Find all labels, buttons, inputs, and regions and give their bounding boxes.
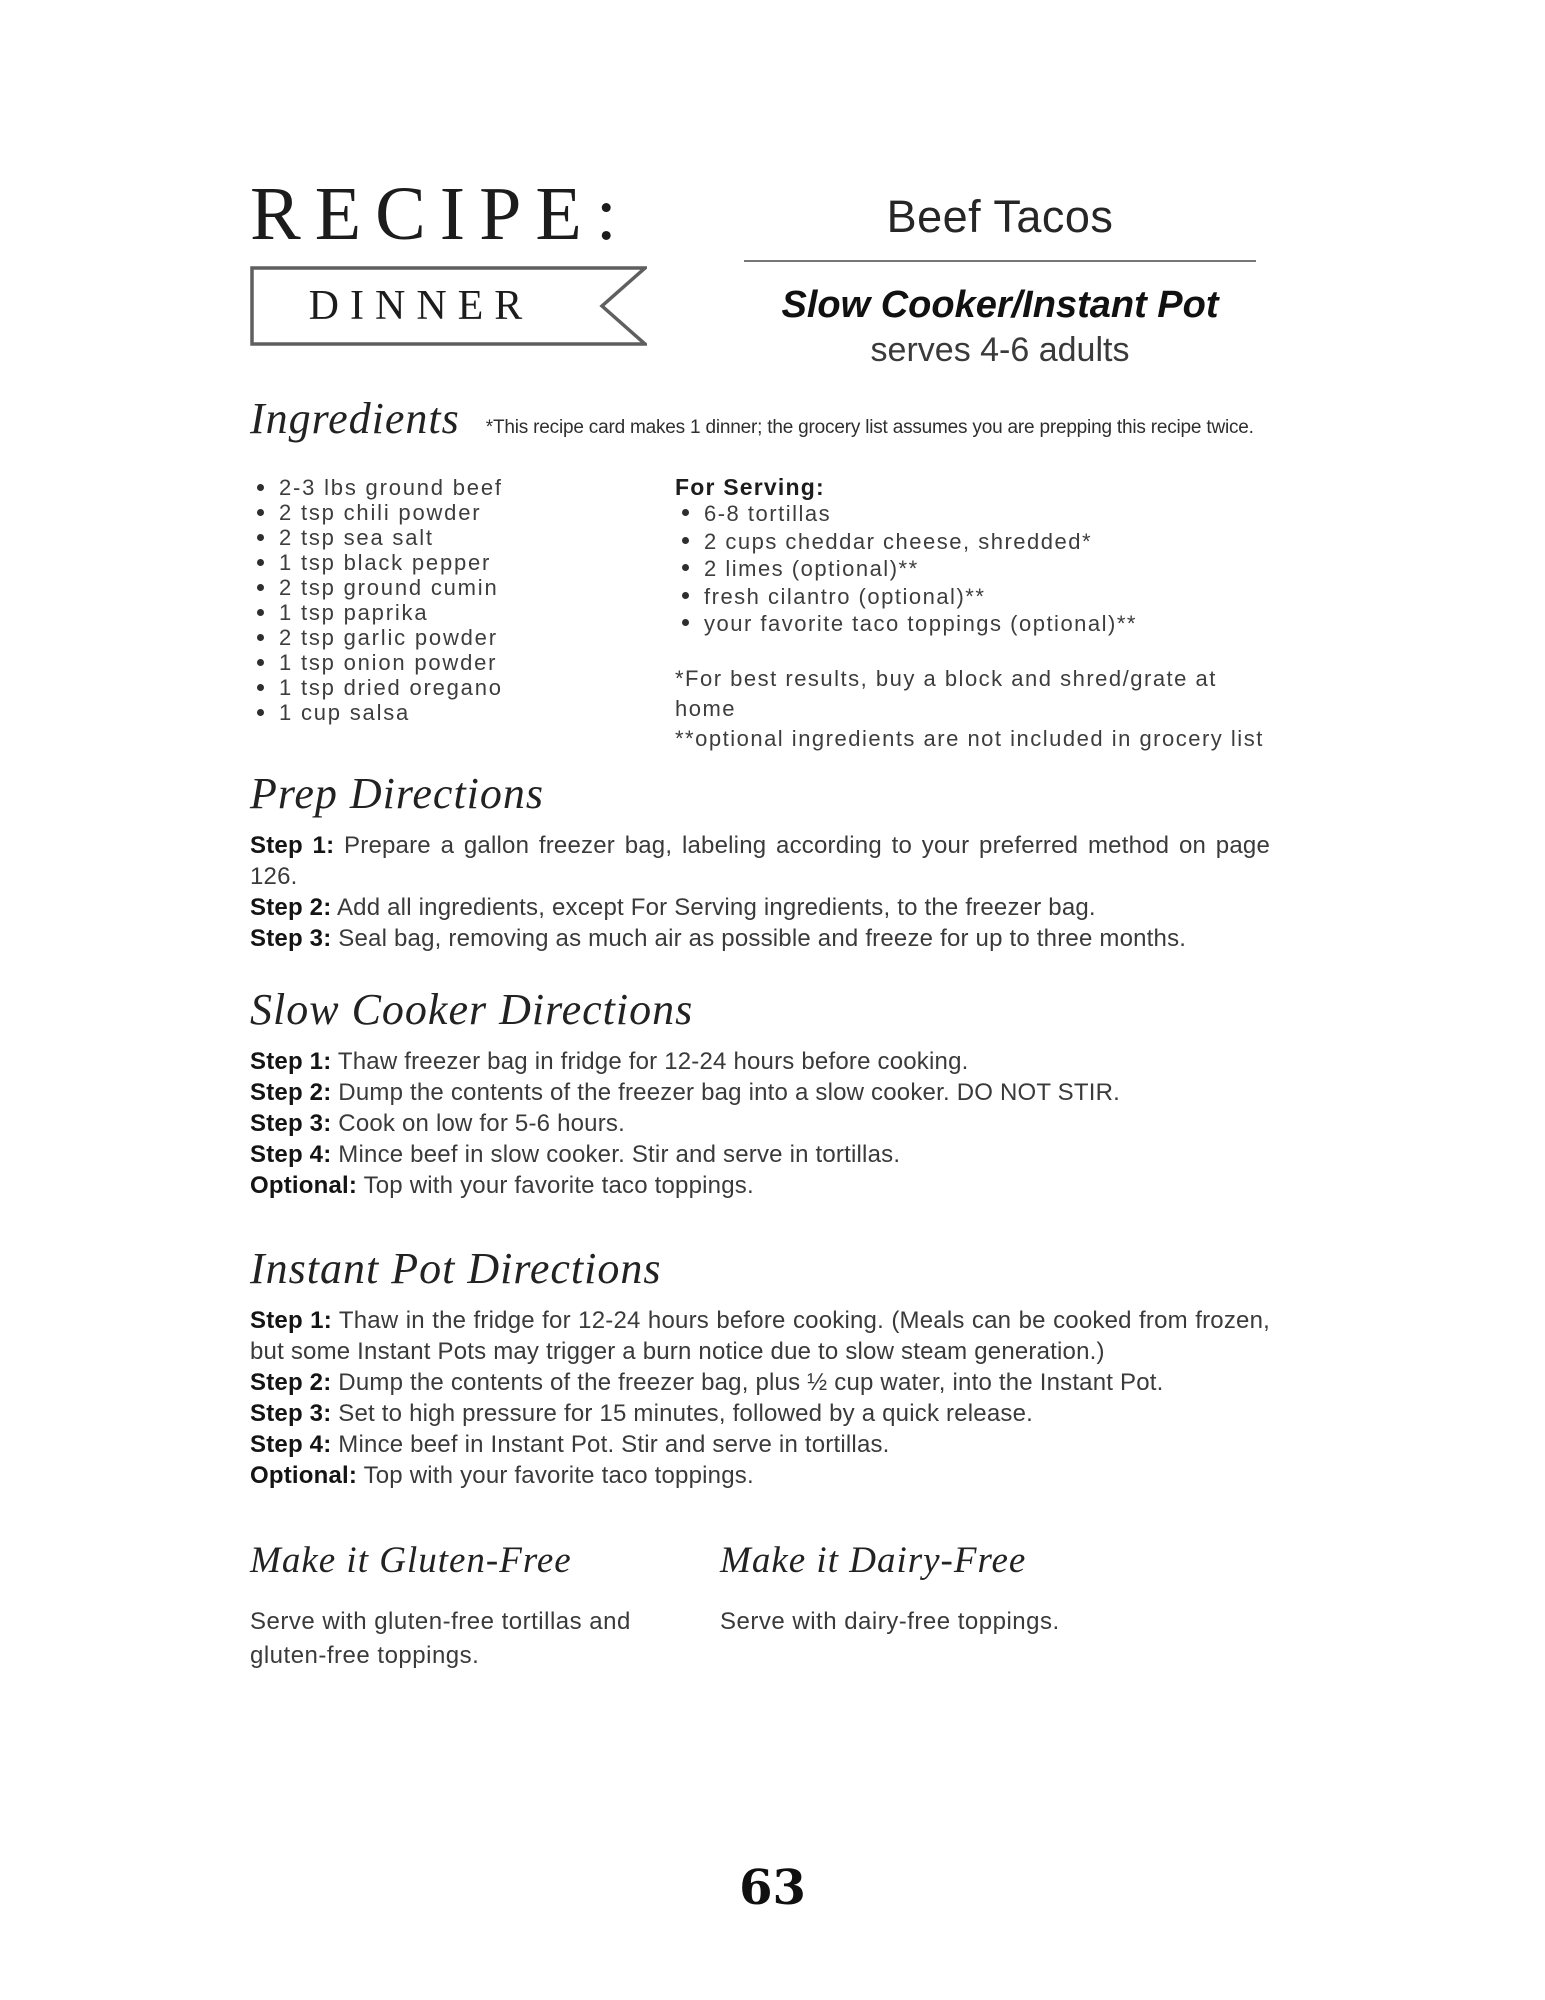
list-item [250,475,675,500]
list-item [250,500,675,525]
slow-cooker-section [250,986,1270,1201]
bullet-icon [257,484,264,491]
bullet-icon [682,537,689,544]
ingredients-note: *This recipe card makes 1 dinner; the grocery list assumes you are prepping this recipe twice. [485,417,1254,438]
list-item [675,555,1270,583]
title-divider [744,260,1256,262]
step [250,1460,1270,1491]
gluten-free-heading: Make it Gluten-Free [250,1539,572,1581]
list-item [250,625,675,650]
bullet-icon [257,634,264,641]
dinner-banner [250,266,647,346]
brand-block [250,172,647,371]
ingredient-text: 1 tsp paprika [279,600,429,625]
serving-size: serves 4-6 adults [870,331,1130,369]
step [250,1429,1270,1460]
bullet-icon [257,609,264,616]
list-item [250,525,675,550]
list-item [250,650,675,675]
step [250,1046,1270,1077]
serving-item-text: 2 cups cheddar cheese, shredded* [704,528,1093,554]
step [250,923,1270,954]
prep-directions-heading: Prep Directions [250,768,545,818]
bullet-icon [682,619,689,626]
step-label: Step 4: [250,1430,332,1458]
footnote: **optional ingredients are not included in grocery list [675,725,1264,751]
step [250,892,1270,923]
step [250,1139,1270,1170]
ingredient-text: 2 tsp garlic powder [279,625,498,650]
list-item [250,700,675,725]
dairy-free-section [720,1539,1190,1673]
ingredients-header [250,395,1270,443]
bullet-icon [257,559,264,566]
bullet-icon [257,534,264,541]
list-item [675,500,1270,528]
for-serving-list [675,500,1270,638]
list-item [250,550,675,575]
bullet-icon [257,684,264,691]
category-label: DINNER [308,283,534,329]
prep-directions-section [250,770,1270,954]
dairy-free-text: Serve with dairy-free toppings. [720,1607,1060,1635]
step [250,1077,1270,1108]
step-label: Step 1: [250,1306,332,1334]
cooking-method: Slow Cooker/Instant Pot [781,284,1219,326]
ingredient-text: 1 tsp dried oregano [279,675,503,700]
step [250,1108,1270,1139]
bullet-icon [257,709,264,716]
ingredients-columns [250,475,1270,754]
step-text: Top with your favorite taco toppings. [363,1461,754,1489]
list-item [675,583,1270,611]
step-text: Set to high pressure for 15 minutes, followed by a quick release. [338,1399,1033,1427]
bullet-icon [257,584,264,591]
step [250,1367,1270,1398]
gluten-free-section [250,1539,720,1673]
serving-item-text: 6-8 tortillas [704,501,832,526]
step [250,1170,1270,1201]
ingredient-text: 1 tsp black pepper [279,550,492,575]
step-label: Optional: [250,1461,358,1489]
dish-title: Beef Tacos [886,191,1114,242]
step-text: Thaw freezer bag in fridge for 12-24 hours before cooking. [337,1047,969,1075]
step-label: Step 2: [250,893,332,921]
serving-item-text: your favorite taco toppings (optional)** [704,611,1137,636]
recipe-label: RECIPE: [250,172,631,256]
ingredient-text: 1 cup salsa [279,700,411,725]
ingredient-text: 1 tsp onion powder [279,650,498,675]
for-serving-column [675,475,1270,754]
prep-steps [250,828,1270,954]
page-number: 63 [739,1860,806,1916]
step-label: Step 1: [250,831,335,859]
ingredient-text: 2-3 lbs ground beef [279,475,503,500]
step-text: Mince beef in slow cooker. Stir and serve in tortillas. [338,1140,901,1168]
footnotes [675,664,1270,754]
step-text: Prepare a gallon freezer bag, labeling according to your preferred method on page 126. [250,831,1270,890]
bullet-icon [257,509,264,516]
instant-pot-steps [250,1303,1270,1491]
bullet-icon [682,509,689,516]
step-label: Step 3: [250,924,332,952]
list-item [675,610,1270,638]
step [250,1305,1270,1367]
dietary-variants [250,1539,1270,1673]
ingredient-text: 2 tsp chili powder [279,500,482,525]
step-label: Step 2: [250,1078,332,1106]
step-text: Dump the contents of the freezer bag into a slow cooker. DO NOT STIR. [338,1078,1121,1106]
step [250,1398,1270,1429]
list-item [250,575,675,600]
slow-cooker-steps [250,1044,1270,1201]
step-text: Cook on low for 5-6 hours. [338,1109,625,1137]
step-text: Seal bag, removing as much air as possible and freeze for up to three months. [338,924,1187,952]
step-label: Step 4: [250,1140,332,1168]
ingredients-heading: Ingredients [250,394,460,443]
ingredient-text: 2 tsp ground cumin [279,575,499,600]
ingredients-list [250,475,675,754]
for-serving-heading: For Serving: [675,474,825,500]
bullet-icon [682,592,689,599]
bullet-icon [682,564,689,571]
slow-cooker-heading: Slow Cooker Directions [250,984,694,1034]
step-text: Add all ingredients, except For Serving ingredients, to the freezer bag. [336,893,1096,921]
step-label: Step 2: [250,1368,332,1396]
footnote: *For best results, buy a block and shred/grate at home [675,665,1217,721]
serving-item-text: 2 limes (optional)** [704,556,919,581]
step-text: Mince beef in Instant Pot. Stir and serve in tortillas. [338,1430,890,1458]
step-label: Step 3: [250,1109,332,1137]
list-item [675,528,1270,556]
list-item [250,600,675,625]
serving-item-text: fresh cilantro (optional)** [704,583,986,609]
instant-pot-heading: Instant Pot Directions [250,1243,662,1293]
instant-pot-section [250,1245,1270,1491]
bullet-icon [257,659,264,666]
gluten-free-text: Serve with gluten-free tortillas and gluten-free toppings. [250,1607,631,1669]
dairy-free-heading: Make it Dairy-Free [720,1539,1027,1581]
ingredient-text: 2 tsp sea salt [279,525,434,550]
title-block [730,176,1270,371]
step [250,830,1270,892]
step-label: Step 3: [250,1399,332,1427]
step-text: Dump the contents of the freezer bag, plus ½ cup water, into the Instant Pot. [338,1368,1164,1396]
step-text: Thaw in the fridge for 12-24 hours before cooking. (Meals can be cooked from frozen, but some Instant Pots may trigger a burn notice due to slow steam generation.) [250,1306,1271,1365]
step-label: Optional: [250,1171,358,1199]
step-label: Step 1: [250,1047,332,1075]
list-item [250,675,675,700]
page-header [250,0,1270,371]
step-text: Top with your favorite taco toppings. [363,1171,754,1199]
